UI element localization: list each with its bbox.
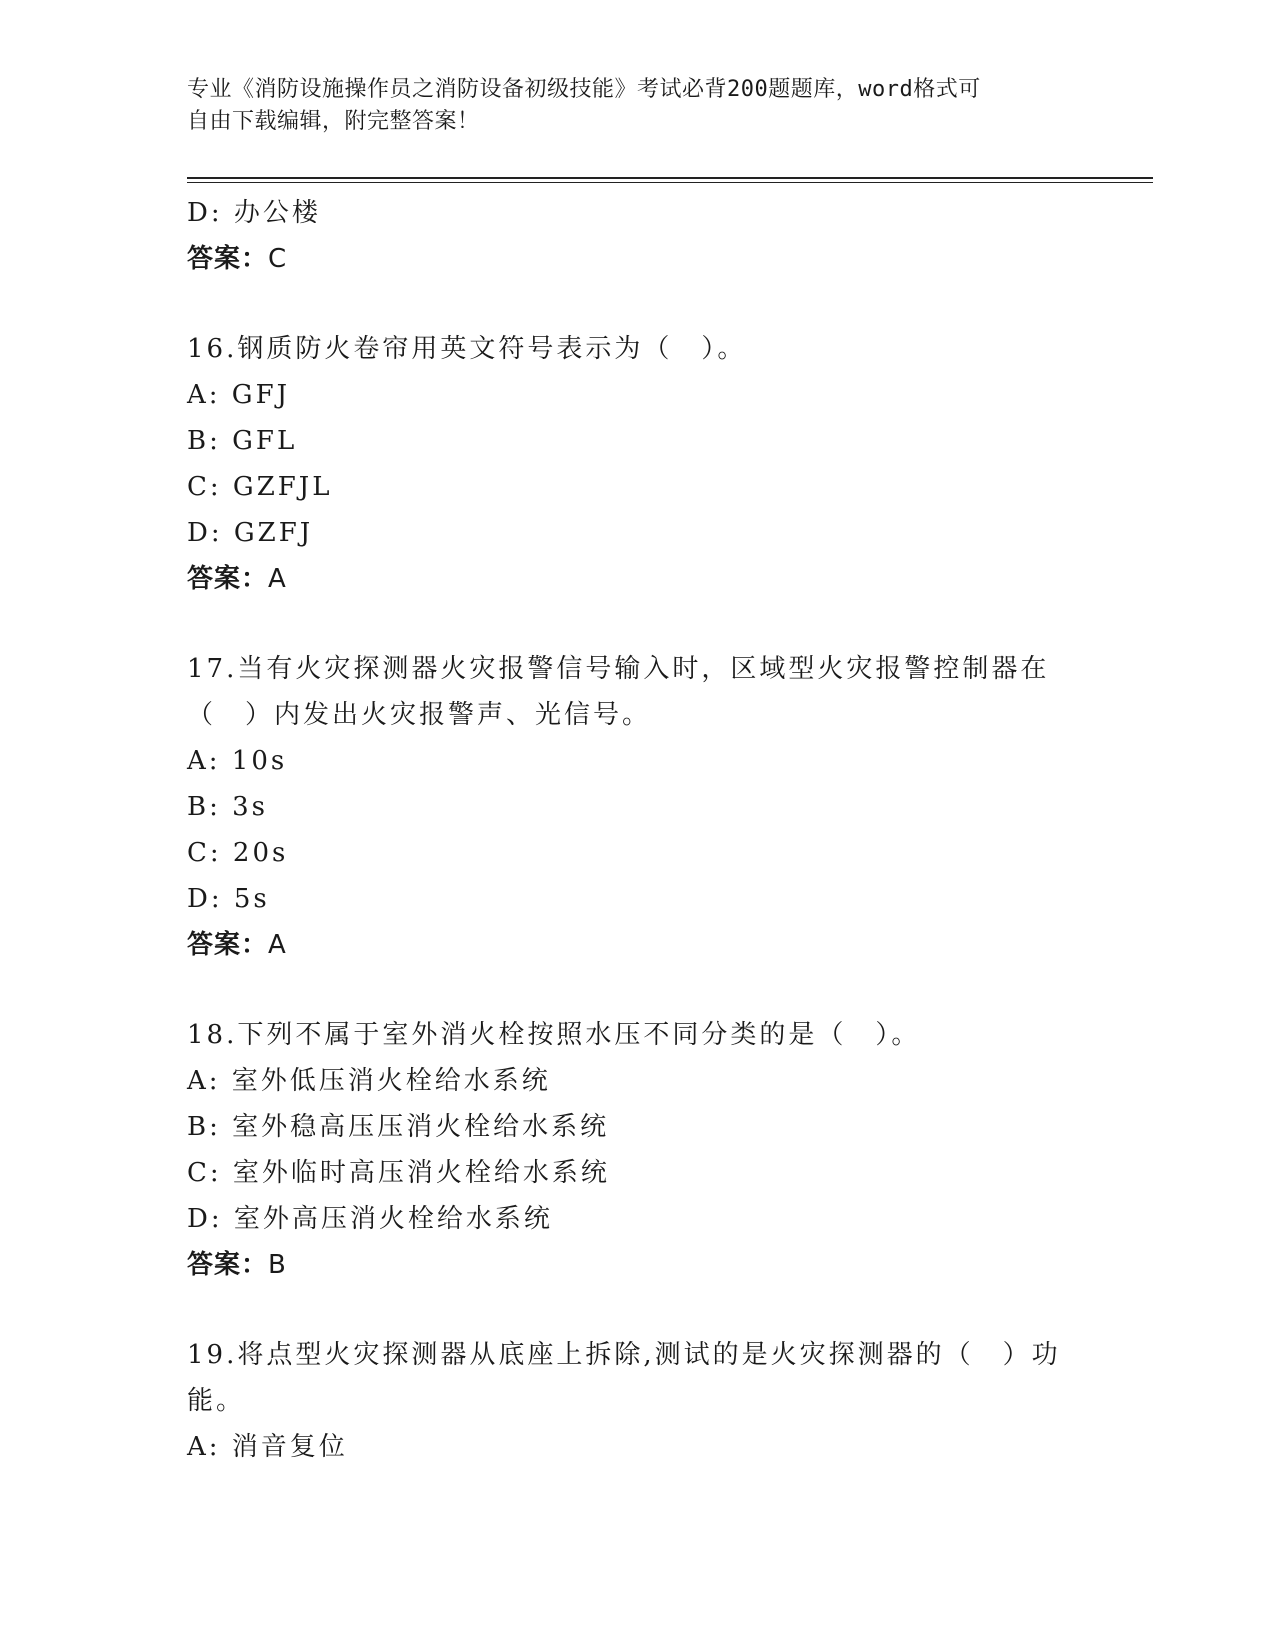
document-body xyxy=(187,190,1087,1470)
option-b: B: 3s xyxy=(187,792,269,822)
question-text: 17.当有火灾探测器火灾报警信号输入时，区域型火灾报警控制器在（ ）内发出火灾报警声、光信号。 xyxy=(187,654,1050,730)
previous-question-tail xyxy=(187,190,1087,282)
answer-label: 答案： xyxy=(187,930,269,960)
answer-value: C xyxy=(268,244,288,274)
question-text: 19.将点型火灾探测器从底座上拆除,测试的是火灾探测器的（ ）功能。 xyxy=(187,1340,1061,1416)
header-divider-thick xyxy=(187,177,1153,179)
header-divider-thin xyxy=(187,182,1153,183)
option-d: D: 室外高压消火栓给水系统 xyxy=(187,1204,553,1234)
answer-label: 答案： xyxy=(187,1250,269,1280)
option-c: C: 室外临时高压消火栓给水系统 xyxy=(187,1158,610,1188)
option-a: A: 10s xyxy=(187,746,288,776)
header-line-2: 自由下载编辑，附完整答案！ xyxy=(187,109,480,134)
question-text: 18.下列不属于室外消火栓按照水压不同分类的是（ ）。 xyxy=(187,1020,921,1050)
question-19 xyxy=(187,1332,1087,1470)
answer-value: B xyxy=(268,1250,287,1280)
option-a: A: 消音复位 xyxy=(187,1432,348,1462)
option-d: D: 办公楼 xyxy=(187,198,321,228)
option-d: D: GZFJ xyxy=(187,518,314,548)
option-c: C: GZFJL xyxy=(187,472,333,502)
option-c: C: 20s xyxy=(187,838,289,868)
option-a: A: GFJ xyxy=(187,380,291,410)
answer-label: 答案： xyxy=(187,564,269,594)
answer-line xyxy=(187,922,1087,968)
answer-value: A xyxy=(268,564,287,594)
answer-line xyxy=(187,556,1087,602)
question-17 xyxy=(187,646,1087,968)
option-a: A: 室外低压消火栓给水系统 xyxy=(187,1066,551,1096)
answer-line xyxy=(187,236,1087,282)
option-b: B: 室外稳高压压消火栓给水系统 xyxy=(187,1112,610,1142)
document-header xyxy=(187,74,1067,138)
question-18 xyxy=(187,1012,1087,1288)
header-line-1: 专业《消防设施操作员之消防设备初级技能》考试必背200题题库，word格式可 xyxy=(187,77,981,102)
answer-label: 答案： xyxy=(187,244,269,274)
option-b: B: GFL xyxy=(187,426,298,456)
answer-value: A xyxy=(268,930,287,960)
option-d: D: 5s xyxy=(187,884,270,914)
answer-line xyxy=(187,1242,1087,1288)
question-16 xyxy=(187,326,1087,602)
question-text: 16.钢质防火卷帘用英文符号表示为（ ）。 xyxy=(187,334,747,364)
